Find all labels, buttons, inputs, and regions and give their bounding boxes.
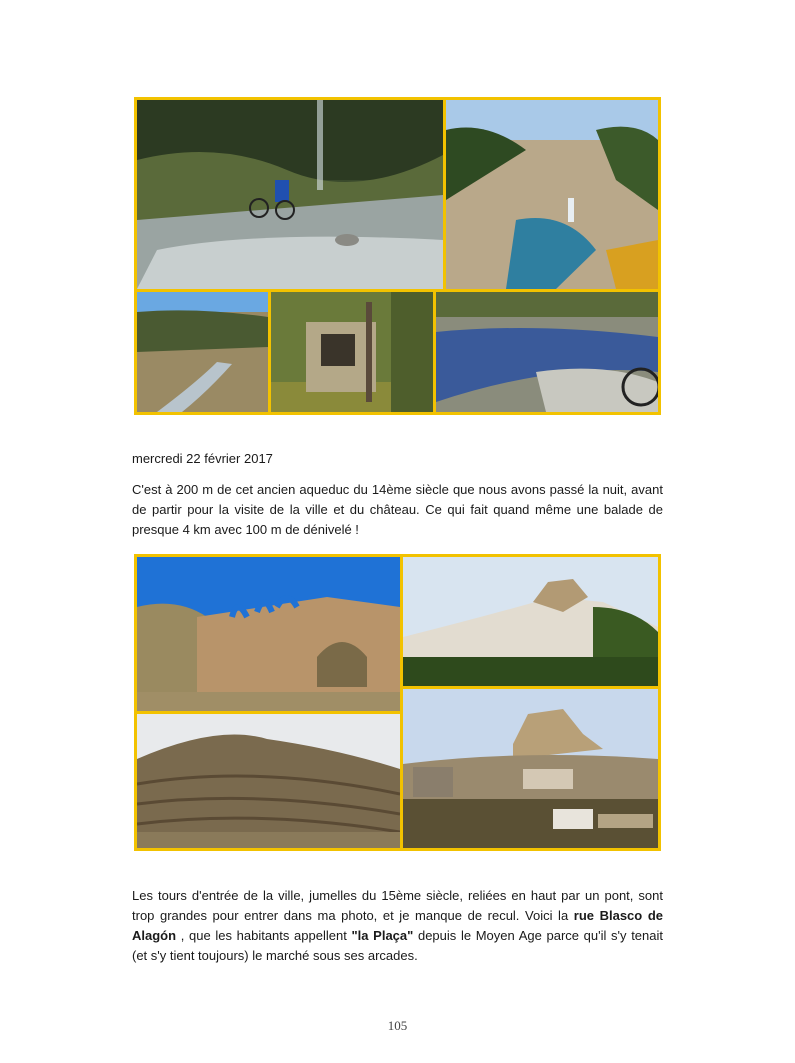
- photo-canyon-waterfall: [446, 100, 658, 289]
- photo-terraced-hill: [137, 714, 400, 848]
- paragraph-towers-text-2: , que les habitants appellent: [176, 928, 352, 943]
- paragraph-towers-text-1: Les tours d'entrée de la ville, jumelles du 15ème siècle, reliées en haut par un pont, sont trop grandes pour entrer dans ma photo, et je manque de recul. Voici la: [132, 888, 663, 923]
- photo-town-castle: [403, 689, 658, 848]
- photo-collage-2: [134, 554, 661, 851]
- page-number: 105: [387, 1018, 408, 1033]
- date-line: mercredi 22 février 2017: [132, 451, 273, 466]
- photo-collage-1: [134, 97, 661, 415]
- photo-hilltop-town: [403, 557, 658, 686]
- photo-aqueduct: [137, 557, 400, 711]
- paragraph-towers: [132, 886, 663, 966]
- photo-valley: [137, 292, 268, 412]
- street-name: rue Blasco de Alagón: [132, 908, 663, 943]
- paragraph-aqueduct: C'est à 200 m de cet ancien aqueduc du 14ème siècle que nous avons passé la nuit, avant de partir pour la visite de la ville et du château. Ce qui fait quand même une balade de presque 4 km avec 100 m de dénivelé !: [132, 482, 663, 537]
- photo-cyclist-stream: [137, 100, 443, 289]
- paragraph-towers-text-3: depuis le Moyen Age parce qu'il s'y tenait (et s'y tient toujours) le marché sous ses arcades.: [132, 928, 663, 963]
- local-name: "la Plaça": [351, 928, 414, 943]
- photo-river-bike: [436, 292, 658, 412]
- photo-stone-hut: [271, 292, 433, 412]
